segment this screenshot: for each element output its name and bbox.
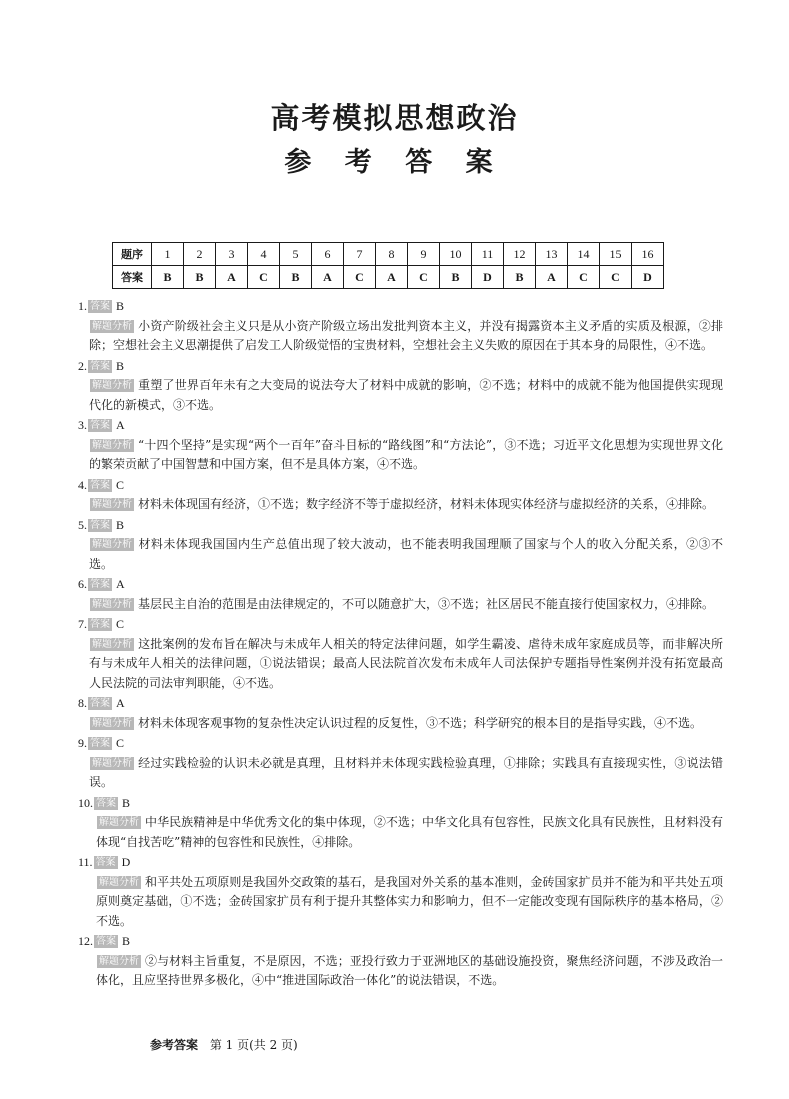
answer-cell: C xyxy=(248,266,280,289)
question-number-cell: 15 xyxy=(600,243,632,266)
list-item xyxy=(78,416,723,475)
analysis-text: “十四个坚持”是实现“两个一百年”奋斗目标的“路线图”和“方法论”，③不选；习近平文化思想为实现世界文化的繁荣贡献了中国智慧和中国方案，但不是具体方案，④不选。 xyxy=(89,437,723,471)
answer-tag: 答案 xyxy=(90,479,110,491)
analysis-line xyxy=(78,813,723,852)
item-number: 10. xyxy=(78,795,93,810)
question-number-cell: 4 xyxy=(248,243,280,266)
answer-line xyxy=(78,615,723,635)
answer-letter: A xyxy=(116,577,125,591)
analysis-tag: 解题分析 xyxy=(92,757,132,769)
answer-cell: C xyxy=(568,266,600,289)
answer-cell: B xyxy=(504,266,536,289)
question-number-cell: 3 xyxy=(216,243,248,266)
answer-line xyxy=(78,794,723,814)
answer-tag: 答案 xyxy=(90,738,110,749)
list-item xyxy=(78,694,723,733)
answer-line xyxy=(78,416,723,436)
answer-line xyxy=(78,575,723,595)
answer-line xyxy=(78,297,723,317)
question-number-cell: 6 xyxy=(312,243,344,266)
answer-letter: A xyxy=(116,418,125,432)
analysis-tag: 解题分析 xyxy=(99,876,139,888)
answer-letter: C xyxy=(116,617,125,631)
question-number-cell: 5 xyxy=(280,243,312,266)
item-number: 12. xyxy=(78,934,93,948)
answer-letter: C xyxy=(116,736,125,750)
answer-list xyxy=(78,297,723,992)
question-number-cell: 1 xyxy=(152,243,184,266)
item-number: 1. xyxy=(78,299,87,313)
analysis-text: 材料未体现我国国内生产总值出现了较大波动，也不能表明我国理顺了国家与个人的收入分配关系，②③不选。 xyxy=(89,537,723,571)
analysis-line xyxy=(78,714,723,734)
analysis-line xyxy=(78,595,723,615)
answer-tag: 答案 xyxy=(90,301,110,312)
answer-letter: B xyxy=(116,299,125,313)
analysis-text: ②与材料主旨重复，不是原因，不选；亚投行致力于亚洲地区的基础设施投资，聚焦经济问题，不涉及政治一体化，且应坚持世界多极化，④中“推进国际政治一体化”的说法错误，不选。 xyxy=(96,953,723,987)
analysis-line xyxy=(78,535,723,574)
list-item xyxy=(78,794,723,853)
page-footer xyxy=(150,1036,298,1053)
analysis-text: 重塑了世界百年未有之大变局的说法夸大了材料中成就的影响，②不选；材料中的成就不能为他国提供实现现代化的新模式，③不选。 xyxy=(89,378,723,412)
answer-tag: 答案 xyxy=(90,619,110,630)
answer-cell: C xyxy=(344,266,376,289)
answer-cell: A xyxy=(536,266,568,289)
analysis-tag: 解题分析 xyxy=(92,320,132,332)
answer-cell: A xyxy=(216,266,248,289)
item-number: 7. xyxy=(78,617,87,631)
analysis-line xyxy=(78,317,723,356)
answer-tag: 答案 xyxy=(96,936,116,947)
item-number: 4. xyxy=(78,477,87,492)
page-title: 高考模拟思想政治 xyxy=(270,101,519,135)
answer-cell: B xyxy=(440,266,472,289)
table-row xyxy=(113,243,664,266)
analysis-tag: 解题分析 xyxy=(92,539,132,550)
list-item xyxy=(78,516,723,575)
list-item xyxy=(78,853,723,931)
answer-cell: C xyxy=(600,266,632,289)
list-item xyxy=(78,615,723,693)
item-number: 9. xyxy=(78,736,87,750)
analysis-line xyxy=(78,635,723,694)
question-number-cell: 10 xyxy=(440,243,472,266)
answer-tag: 答案 xyxy=(90,519,110,531)
footer-label: 参考答案 xyxy=(150,1038,199,1052)
item-number: 3. xyxy=(78,418,87,432)
question-number-cell: 9 xyxy=(408,243,440,266)
list-item xyxy=(78,297,723,356)
item-number: 11. xyxy=(78,855,93,869)
answer-tag: 答案 xyxy=(90,579,110,590)
question-number-cell: 2 xyxy=(184,243,216,266)
analysis-tag: 解题分析 xyxy=(92,499,132,510)
answer-cell: D xyxy=(472,266,504,289)
answer-cell: C xyxy=(408,266,440,289)
answer-line xyxy=(78,476,723,496)
analysis-text: 和平共处五项原则是我国外交政策的基石，是我国对外关系的基本准则，金砖国家扩员并不能为和平共处五项原则奠定基础，①不选；金砖国家扩员有利于提升其整体实力和影响力，但不一定能改变现有国际秩序的基本格局，②不选。 xyxy=(96,874,723,928)
answer-letter: C xyxy=(116,477,125,492)
answer-line xyxy=(78,734,723,754)
table-row-label: 题序 xyxy=(113,243,152,266)
analysis-text: 这批案例的发布旨在解决与未成年人相关的特定法律问题，如学生霸凌、虐待未成年家庭成员等，而非解决所有与未成年人相关的法律问题，①说法错误；最高人民法院首次发布未成年人司法保护专题指导性案例并没有拓宽最高人民法院的司法审判职能，④不选。 xyxy=(89,636,723,690)
question-number-cell: 12 xyxy=(504,243,536,266)
answer-tag: 答案 xyxy=(90,360,110,372)
answer-line xyxy=(78,516,723,536)
answer-table xyxy=(112,242,664,289)
analysis-tag: 解题分析 xyxy=(92,638,132,650)
answer-letter: B xyxy=(122,795,131,810)
analysis-text: 材料未体现国有经济，①不选；数字经济不等于虚拟经济，材料未体现实体经济与虚拟经济的关系，④排除。 xyxy=(138,497,715,511)
answer-letter: B xyxy=(116,358,125,373)
question-number-cell: 14 xyxy=(568,243,600,266)
question-number-cell: 16 xyxy=(632,243,664,266)
question-number-cell: 8 xyxy=(376,243,408,266)
analysis-tag: 解题分析 xyxy=(92,439,132,451)
question-number-cell: 13 xyxy=(536,243,568,266)
answer-letter: B xyxy=(122,934,131,948)
answer-cell: D xyxy=(632,266,664,289)
question-number-cell: 7 xyxy=(344,243,376,266)
answer-cell: B xyxy=(152,266,184,289)
analysis-line xyxy=(78,952,723,991)
answer-line xyxy=(78,932,723,952)
answer-cell: B xyxy=(184,266,216,289)
answer-tag: 答案 xyxy=(95,857,116,868)
analysis-tag: 解题分析 xyxy=(92,380,132,391)
list-item xyxy=(78,734,723,793)
item-number: 8. xyxy=(78,696,87,710)
answer-letter: A xyxy=(116,696,125,710)
analysis-text: 中华民族精神是中华优秀文化的集中体现，②不选；中华文化具有包容性，民族文化具有民族性，且材料没有体现“自找苦吃”精神的包容性和民族性，④排除。 xyxy=(96,815,723,849)
question-number-cell: 11 xyxy=(472,243,504,266)
answer-line xyxy=(78,853,723,873)
list-item xyxy=(78,476,723,515)
analysis-text: 基层民主自治的范围是由法律规定的，不可以随意扩大，③不选；社区居民不能直接行使国家权力，④排除。 xyxy=(138,596,715,611)
answer-cell: A xyxy=(312,266,344,289)
analysis-line xyxy=(78,873,723,932)
analysis-tag: 解题分析 xyxy=(99,955,139,967)
analysis-tag: 解题分析 xyxy=(92,598,132,610)
analysis-line xyxy=(78,376,723,415)
analysis-tag: 解题分析 xyxy=(99,817,139,828)
answer-cell: B xyxy=(280,266,312,289)
answer-line xyxy=(78,357,723,377)
page-subtitle: 参 考 答 案 xyxy=(284,147,505,178)
item-number: 5. xyxy=(78,517,87,532)
analysis-line xyxy=(78,495,723,515)
analysis-tag: 解题分析 xyxy=(92,717,132,729)
answer-letter: B xyxy=(116,517,125,532)
analysis-line xyxy=(78,754,723,793)
list-item xyxy=(78,575,723,614)
analysis-text: 材料未体现客观事物的复杂性决定认识过程的反复性，③不选；科学研究的根本目的是指导实践，④不选。 xyxy=(138,715,703,730)
answer-line xyxy=(78,694,723,714)
table-row xyxy=(113,266,664,289)
answer-tag: 答案 xyxy=(90,420,110,431)
answer-letter: D xyxy=(121,855,131,869)
answer-cell: A xyxy=(376,266,408,289)
answer-tag: 答案 xyxy=(96,797,116,809)
list-item xyxy=(78,932,723,991)
answer-tag: 答案 xyxy=(90,698,110,709)
analysis-line xyxy=(78,436,723,475)
analysis-text: 经过实践检验的认识未必就是真理，且材料并未体现实践检验真理，①排除；实践具有直接现实性，③说法错误。 xyxy=(89,755,723,789)
list-item xyxy=(78,357,723,416)
table-row-label: 答案 xyxy=(113,266,152,289)
item-number: 2. xyxy=(78,358,87,373)
analysis-text: 小资产阶级社会主义只是从小资产阶级立场出发批判资本主义，并没有揭露资本主义矛盾的实质及根源，②排除；空想社会主义思潮提供了启发工人阶级觉悟的宝贵材料，空想社会主义失败的原因在于其本身的局限性，④不选。 xyxy=(89,318,723,352)
page-number: 第 1 页(共 2 页) xyxy=(209,1038,298,1052)
item-number: 6. xyxy=(78,577,87,591)
